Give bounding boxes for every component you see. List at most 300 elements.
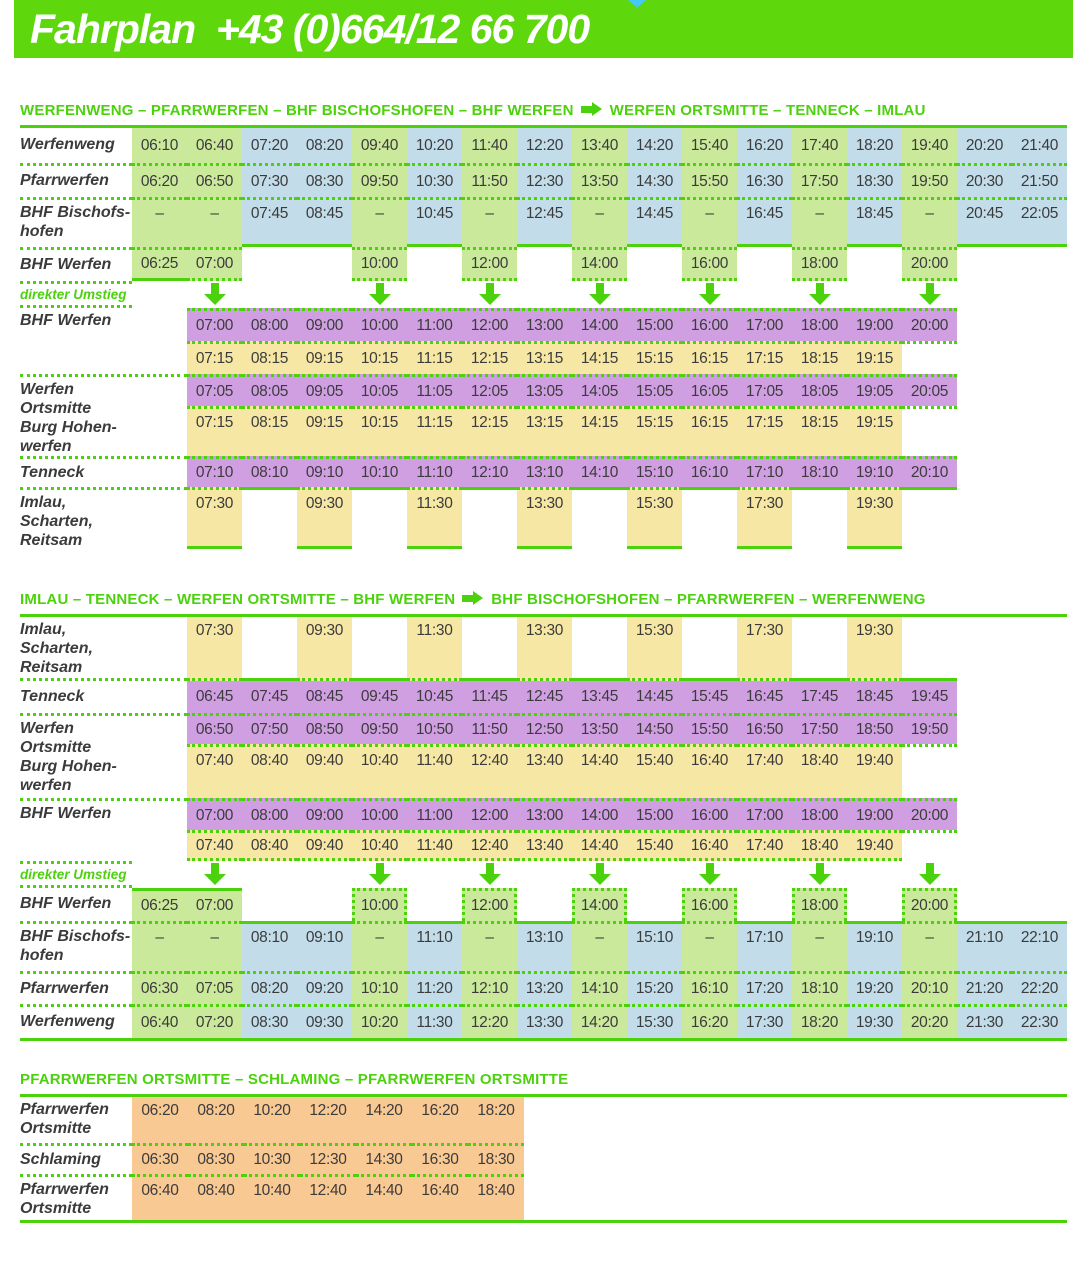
time-cell: 11:00 bbox=[407, 798, 462, 830]
time-cell: 12:00 bbox=[462, 247, 517, 281]
time-cell: 07:00 bbox=[187, 798, 242, 830]
row-label: Pfarrwerfen Ortsmitte bbox=[20, 1101, 109, 1137]
time-cell: 07:50 bbox=[242, 713, 297, 744]
row-label: BHF Werfen bbox=[20, 798, 187, 861]
time-cell: 17:10 bbox=[737, 921, 792, 971]
time-cell: 15:40 bbox=[627, 744, 682, 798]
empty-cell bbox=[517, 861, 572, 888]
time-cell: 06:50 bbox=[187, 713, 242, 744]
spacer bbox=[957, 617, 1067, 681]
route-title: PFARRWERFEN ORTSMITTE – SCHLAMING – PFARRWERFEN ORTSMITTE bbox=[20, 1071, 569, 1088]
empty-cell bbox=[187, 281, 242, 308]
row-label: BHF Werfen bbox=[20, 895, 112, 913]
time-cell: 20:10 bbox=[902, 971, 957, 1004]
time-cell: 16:40 bbox=[682, 744, 737, 798]
time-cell: 09:40 bbox=[297, 744, 352, 798]
empty-cell bbox=[682, 861, 737, 888]
empty-cell bbox=[792, 617, 847, 681]
time-cell: 17:15 bbox=[737, 341, 792, 374]
transfer-arrow-icon bbox=[203, 863, 227, 886]
empty-cell bbox=[627, 888, 682, 921]
time-cell: 14:20 bbox=[572, 1004, 627, 1038]
time-cell: 11:30 bbox=[407, 487, 462, 549]
time-cell: 20:00 bbox=[902, 888, 957, 921]
time-cell: 10:00 bbox=[352, 888, 407, 921]
time-cell: 07:15 bbox=[187, 341, 242, 374]
time-cell: 10:00 bbox=[352, 308, 407, 341]
empty-cell bbox=[627, 281, 682, 308]
time-cell: 13:30 bbox=[517, 487, 572, 549]
time-cell: 15:15 bbox=[627, 406, 682, 456]
time-cell: 12:40 bbox=[300, 1174, 356, 1220]
time-cell: 19:15 bbox=[847, 406, 902, 456]
spacer bbox=[957, 406, 1067, 456]
timetable-outbound-lower bbox=[20, 308, 1067, 549]
empty-cell bbox=[242, 247, 297, 281]
spacer bbox=[957, 341, 1067, 374]
time-cell: 16:30 bbox=[412, 1143, 468, 1174]
empty-cell bbox=[572, 861, 627, 888]
empty-cell bbox=[1012, 861, 1067, 888]
empty-cell bbox=[627, 861, 682, 888]
spacer bbox=[957, 374, 1067, 406]
time-cell: 11:45 bbox=[462, 681, 517, 713]
transfer-arrow-icon bbox=[698, 863, 722, 886]
time-cell: 10:20 bbox=[244, 1097, 300, 1143]
empty-cell bbox=[352, 861, 407, 888]
time-cell: 16:10 bbox=[682, 971, 737, 1004]
time-cell: 06:10 bbox=[132, 128, 187, 163]
time-cell: 21:50 bbox=[1012, 163, 1067, 197]
time-cell: 08:20 bbox=[297, 128, 352, 163]
timetable-schlaming bbox=[20, 1094, 1067, 1223]
time-cell: 22:20 bbox=[1012, 971, 1067, 1004]
row-label: BHF Bischofs- hofen bbox=[20, 921, 132, 971]
empty-cell bbox=[627, 247, 682, 281]
time-cell: 13:40 bbox=[572, 128, 627, 163]
time-cell: 18:45 bbox=[847, 197, 902, 247]
empty-cell bbox=[682, 281, 737, 308]
time-cell: 12:05 bbox=[462, 374, 517, 406]
time-cell: 14:15 bbox=[572, 406, 627, 456]
time-cell: – bbox=[682, 197, 737, 247]
time-cell: – bbox=[462, 921, 517, 971]
time-cell: 17:30 bbox=[737, 487, 792, 549]
transfer-arrow-icon bbox=[368, 863, 392, 886]
transfer-arrow-icon bbox=[368, 283, 392, 306]
empty-cell bbox=[462, 281, 517, 308]
time-cell: 22:10 bbox=[1012, 921, 1067, 971]
time-cell: – bbox=[132, 921, 187, 971]
empty-cell bbox=[132, 861, 187, 888]
empty-cell bbox=[682, 617, 737, 681]
time-cell: 11:10 bbox=[407, 921, 462, 971]
time-cell: 18:30 bbox=[847, 163, 902, 197]
time-cell: 17:45 bbox=[792, 681, 847, 713]
time-cell: 18:00 bbox=[792, 308, 847, 341]
empty-cell bbox=[297, 861, 352, 888]
empty-cell bbox=[1012, 247, 1067, 281]
time-cell: 07:40 bbox=[187, 830, 242, 861]
empty-cell bbox=[902, 744, 957, 798]
time-cell: 19:50 bbox=[902, 713, 957, 744]
time-cell: 14:30 bbox=[356, 1143, 412, 1174]
time-cell: 10:00 bbox=[352, 798, 407, 830]
time-cell: 16:45 bbox=[737, 681, 792, 713]
time-cell: 10:45 bbox=[407, 681, 462, 713]
time-cell: 18:40 bbox=[792, 744, 847, 798]
time-cell: 15:30 bbox=[627, 487, 682, 549]
empty-cell bbox=[242, 861, 297, 888]
time-cell: 15:10 bbox=[627, 456, 682, 487]
empty-cell bbox=[572, 281, 627, 308]
empty-cell bbox=[957, 247, 1012, 281]
row-label: Werfenweng bbox=[20, 1004, 132, 1038]
time-cell: 16:15 bbox=[682, 406, 737, 456]
time-cell: 15:40 bbox=[682, 128, 737, 163]
time-cell: 19:30 bbox=[847, 617, 902, 681]
empty-cell bbox=[902, 487, 957, 549]
empty-cell bbox=[902, 341, 957, 374]
time-cell: 22:05 bbox=[1012, 197, 1067, 247]
time-cell: 12:00 bbox=[462, 308, 517, 341]
time-cell: 13:10 bbox=[517, 921, 572, 971]
time-cell: 11:50 bbox=[462, 163, 517, 197]
time-cell: 19:40 bbox=[902, 128, 957, 163]
time-cell: 16:00 bbox=[682, 888, 737, 921]
row-label: Pfarrwerfen bbox=[20, 971, 132, 1004]
transfer-arrow-icon bbox=[588, 283, 612, 306]
row-label: Pfarrwerfen bbox=[20, 163, 132, 197]
time-cell: 13:45 bbox=[572, 681, 627, 713]
time-cell: 19:30 bbox=[847, 1004, 902, 1038]
time-cell: – bbox=[572, 921, 627, 971]
time-cell: 09:30 bbox=[297, 617, 352, 681]
time-cell: 06:20 bbox=[132, 1097, 188, 1143]
transfer-arrow-icon bbox=[808, 863, 832, 886]
time-cell: 16:00 bbox=[682, 308, 737, 341]
empty-cell bbox=[902, 406, 957, 456]
time-cell: 18:15 bbox=[792, 406, 847, 456]
time-cell: – bbox=[902, 197, 957, 247]
timetable-return-upper bbox=[20, 614, 1067, 861]
time-cell: 18:50 bbox=[847, 713, 902, 744]
row-label: Imlau, Scharten, Reitsam bbox=[20, 487, 187, 549]
time-cell: 14:10 bbox=[572, 456, 627, 487]
time-cell: 07:15 bbox=[187, 406, 242, 456]
time-cell: 13:50 bbox=[572, 163, 627, 197]
time-cell: 06:30 bbox=[132, 1143, 188, 1174]
time-cell: 08:10 bbox=[242, 921, 297, 971]
time-cell: 14:40 bbox=[572, 830, 627, 861]
spacer bbox=[957, 798, 1067, 830]
section-title-outbound bbox=[20, 102, 1067, 119]
time-cell: 21:30 bbox=[957, 1004, 1012, 1038]
time-cell: 10:40 bbox=[352, 744, 407, 798]
time-cell: 17:05 bbox=[737, 374, 792, 406]
time-cell: 18:10 bbox=[792, 971, 847, 1004]
time-cell: 16:30 bbox=[737, 163, 792, 197]
time-cell: 07:00 bbox=[187, 888, 242, 921]
empty-cell bbox=[407, 861, 462, 888]
time-cell: 12:10 bbox=[462, 971, 517, 1004]
time-cell: 12:45 bbox=[517, 197, 572, 247]
time-cell: 10:10 bbox=[352, 971, 407, 1004]
time-cell: 08:20 bbox=[242, 971, 297, 1004]
right-arrow-icon bbox=[462, 591, 484, 606]
time-cell: 09:40 bbox=[352, 128, 407, 163]
time-cell: 06:40 bbox=[132, 1004, 187, 1038]
time-cell: 09:50 bbox=[352, 713, 407, 744]
time-cell: 10:30 bbox=[244, 1143, 300, 1174]
time-cell: 13:40 bbox=[517, 830, 572, 861]
spacer bbox=[957, 681, 1067, 713]
empty-cell bbox=[792, 281, 847, 308]
time-cell: 16:45 bbox=[737, 197, 792, 247]
time-cell: 14:05 bbox=[572, 374, 627, 406]
time-cell: 15:05 bbox=[627, 374, 682, 406]
time-cell: 09:10 bbox=[297, 921, 352, 971]
transfer-row-outbound bbox=[20, 281, 1067, 308]
empty-cell bbox=[462, 487, 517, 549]
time-cell: 12:40 bbox=[462, 830, 517, 861]
time-cell: 17:00 bbox=[737, 798, 792, 830]
time-cell: 18:20 bbox=[792, 1004, 847, 1038]
transfer-arrow-icon bbox=[808, 283, 832, 306]
time-cell: 17:40 bbox=[792, 128, 847, 163]
route-to: BHF BISCHOFSHOFEN – PFARRWERFEN – WERFENWENG bbox=[491, 591, 926, 608]
time-cell: 19:10 bbox=[847, 921, 902, 971]
time-cell: 09:15 bbox=[297, 341, 352, 374]
time-cell: – bbox=[132, 197, 187, 247]
time-cell: 17:30 bbox=[737, 617, 792, 681]
time-cell: 17:20 bbox=[737, 971, 792, 1004]
time-cell: 09:20 bbox=[297, 971, 352, 1004]
empty-cell bbox=[1012, 281, 1067, 308]
empty-cell bbox=[242, 487, 297, 549]
spacer bbox=[957, 830, 1067, 861]
time-cell: 12:10 bbox=[462, 456, 517, 487]
time-cell: 08:40 bbox=[242, 830, 297, 861]
empty-cell bbox=[792, 487, 847, 549]
empty-cell bbox=[792, 861, 847, 888]
time-cell: 16:40 bbox=[412, 1174, 468, 1220]
time-cell: 09:30 bbox=[297, 487, 352, 549]
time-cell: 13:05 bbox=[517, 374, 572, 406]
empty-cell bbox=[187, 861, 242, 888]
time-cell: 09:10 bbox=[297, 456, 352, 487]
time-cell: 13:20 bbox=[517, 971, 572, 1004]
time-cell: 16:20 bbox=[682, 1004, 737, 1038]
empty-cell bbox=[242, 281, 297, 308]
empty-cell bbox=[462, 861, 517, 888]
time-cell: 08:15 bbox=[242, 406, 297, 456]
time-cell: 13:30 bbox=[517, 1004, 572, 1038]
time-cell: 07:40 bbox=[187, 744, 242, 798]
time-cell: 12:20 bbox=[300, 1097, 356, 1143]
time-cell: – bbox=[902, 921, 957, 971]
time-cell: 18:00 bbox=[792, 247, 847, 281]
row-label: Pfarrwerfen Ortsmitte bbox=[20, 1174, 132, 1220]
time-cell: 19:05 bbox=[847, 374, 902, 406]
time-cell: 12:15 bbox=[462, 341, 517, 374]
banner-title: Fahrplan +43 (0)664/12 66 700 bbox=[30, 5, 590, 52]
time-cell: 17:30 bbox=[737, 1004, 792, 1038]
time-cell: 08:30 bbox=[242, 1004, 297, 1038]
time-cell: 07:45 bbox=[242, 681, 297, 713]
time-cell: 15:40 bbox=[627, 830, 682, 861]
timetable-return-lower bbox=[20, 888, 1067, 1041]
empty-cell bbox=[297, 281, 352, 308]
time-cell: 19:00 bbox=[847, 308, 902, 341]
empty-cell bbox=[352, 281, 407, 308]
time-cell: 16:40 bbox=[682, 830, 737, 861]
time-cell: 12:00 bbox=[462, 798, 517, 830]
time-cell: 16:00 bbox=[682, 247, 737, 281]
time-cell: 18:40 bbox=[792, 830, 847, 861]
time-cell: 15:50 bbox=[682, 163, 737, 197]
time-cell: 11:30 bbox=[407, 617, 462, 681]
time-cell: 09:45 bbox=[352, 681, 407, 713]
row-label: Werfen Ortsmitte Burg Hohen- werfen bbox=[20, 374, 187, 456]
time-cell: 21:20 bbox=[957, 971, 1012, 1004]
time-cell: 19:30 bbox=[847, 487, 902, 549]
time-cell: – bbox=[682, 921, 737, 971]
time-cell: 11:15 bbox=[407, 406, 462, 456]
timetable-outbound-upper bbox=[20, 125, 1067, 281]
empty-cell bbox=[957, 861, 1012, 888]
time-cell: 11:50 bbox=[462, 713, 517, 744]
time-cell: 20:30 bbox=[957, 163, 1012, 197]
time-cell: 20:10 bbox=[902, 456, 957, 487]
empty-cell bbox=[902, 830, 957, 861]
time-cell: 09:40 bbox=[297, 830, 352, 861]
time-cell: 19:20 bbox=[847, 971, 902, 1004]
empty-cell bbox=[902, 281, 957, 308]
time-cell: 12:50 bbox=[517, 713, 572, 744]
time-cell: 18:20 bbox=[847, 128, 902, 163]
time-cell: 13:40 bbox=[517, 744, 572, 798]
time-cell: 08:00 bbox=[242, 308, 297, 341]
empty-cell bbox=[572, 617, 627, 681]
time-cell: 07:30 bbox=[242, 163, 297, 197]
time-cell: – bbox=[187, 197, 242, 247]
time-cell: 14:00 bbox=[572, 888, 627, 921]
time-cell: – bbox=[352, 197, 407, 247]
transfer-row-return bbox=[20, 861, 1067, 888]
time-cell: 16:05 bbox=[682, 374, 737, 406]
time-cell: 11:40 bbox=[407, 830, 462, 861]
time-cell: 09:50 bbox=[352, 163, 407, 197]
time-cell: 18:45 bbox=[847, 681, 902, 713]
time-cell: 15:45 bbox=[682, 681, 737, 713]
time-cell: 19:00 bbox=[847, 798, 902, 830]
cyan-marker-icon bbox=[628, 0, 646, 8]
transfer-note: direkter Umstieg bbox=[20, 281, 132, 308]
empty-cell bbox=[407, 247, 462, 281]
time-cell: – bbox=[792, 197, 847, 247]
empty-cell bbox=[517, 281, 572, 308]
time-cell: 10:45 bbox=[407, 197, 462, 247]
transfer-arrow-icon bbox=[478, 863, 502, 886]
empty-cell bbox=[1012, 888, 1067, 921]
time-cell: 09:00 bbox=[297, 308, 352, 341]
time-cell: 06:45 bbox=[187, 681, 242, 713]
empty-cell bbox=[297, 247, 352, 281]
time-cell: – bbox=[792, 921, 847, 971]
time-cell: 12:15 bbox=[462, 406, 517, 456]
time-cell: 20:00 bbox=[902, 798, 957, 830]
time-cell: 16:15 bbox=[682, 341, 737, 374]
time-cell: 17:50 bbox=[792, 713, 847, 744]
time-cell: 07:00 bbox=[187, 308, 242, 341]
time-cell: 15:30 bbox=[627, 617, 682, 681]
time-cell: 08:50 bbox=[297, 713, 352, 744]
time-cell: 15:30 bbox=[627, 1004, 682, 1038]
time-cell: 17:50 bbox=[792, 163, 847, 197]
time-cell: 14:10 bbox=[572, 971, 627, 1004]
time-cell: 18:20 bbox=[468, 1097, 524, 1143]
time-cell: 19:50 bbox=[902, 163, 957, 197]
empty-cell bbox=[737, 281, 792, 308]
time-cell: 10:30 bbox=[407, 163, 462, 197]
time-cell: 18:10 bbox=[792, 456, 847, 487]
time-cell: 11:10 bbox=[407, 456, 462, 487]
time-cell: 10:05 bbox=[352, 374, 407, 406]
time-cell: 07:30 bbox=[187, 487, 242, 549]
time-cell: 09:15 bbox=[297, 406, 352, 456]
time-cell: 12:00 bbox=[462, 888, 517, 921]
row-label: Tenneck bbox=[20, 456, 187, 487]
time-cell: 13:30 bbox=[517, 617, 572, 681]
time-cell: 16:00 bbox=[682, 798, 737, 830]
empty-cell bbox=[462, 617, 517, 681]
time-cell: 15:00 bbox=[627, 308, 682, 341]
time-cell: – bbox=[572, 197, 627, 247]
empty-cell bbox=[737, 247, 792, 281]
time-cell: 15:20 bbox=[627, 971, 682, 1004]
empty-cell bbox=[682, 487, 737, 549]
time-cell: 14:40 bbox=[572, 744, 627, 798]
time-cell: 07:05 bbox=[187, 971, 242, 1004]
empty-cell bbox=[572, 487, 627, 549]
time-cell: 17:40 bbox=[737, 830, 792, 861]
time-cell: 09:00 bbox=[297, 798, 352, 830]
empty-cell bbox=[242, 617, 297, 681]
time-cell: 20:20 bbox=[902, 1004, 957, 1038]
time-cell: 10:15 bbox=[352, 341, 407, 374]
right-arrow-icon bbox=[581, 102, 603, 117]
time-cell: 07:45 bbox=[242, 197, 297, 247]
time-cell: 19:40 bbox=[847, 744, 902, 798]
transfer-arrow-icon bbox=[203, 283, 227, 306]
time-cell: 07:05 bbox=[187, 374, 242, 406]
time-cell: 18:15 bbox=[792, 341, 847, 374]
empty-cell bbox=[737, 888, 792, 921]
time-cell: 08:40 bbox=[242, 744, 297, 798]
time-cell: 06:40 bbox=[187, 128, 242, 163]
time-cell: 18:00 bbox=[792, 888, 847, 921]
time-cell: 22:30 bbox=[1012, 1004, 1067, 1038]
empty-cell bbox=[517, 247, 572, 281]
time-cell: 06:25 bbox=[132, 888, 187, 921]
time-cell: 14:50 bbox=[627, 713, 682, 744]
time-cell: 14:45 bbox=[627, 681, 682, 713]
empty-cell bbox=[407, 281, 462, 308]
time-cell: 20:00 bbox=[902, 308, 957, 341]
transfer-note: direkter Umstieg bbox=[20, 861, 132, 888]
time-cell: 08:15 bbox=[242, 341, 297, 374]
